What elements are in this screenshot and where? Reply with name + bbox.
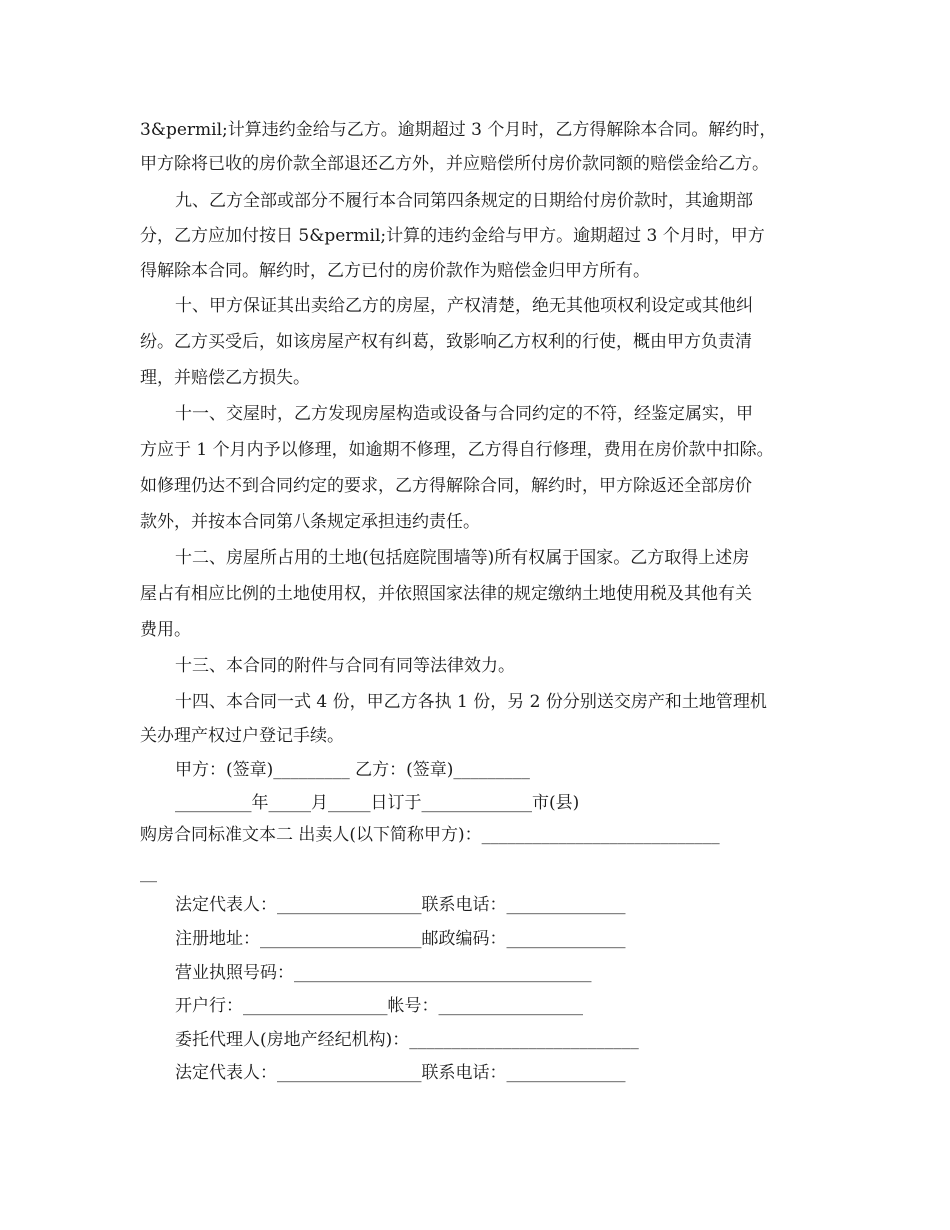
text-line: 纷。乙方买受后，如该房屋产权有纠葛，致影响乙方权利的行使，概由甲方负责清 xyxy=(140,332,752,352)
text-line: 如修理仍达不到合同约定的要求，乙方得解除合同，解约时，甲方除返还全部房价 xyxy=(140,476,752,496)
text-line: 款外，并按本合同第八条规定承担违约责任。 xyxy=(140,512,480,532)
signature-line: 甲方：(签章)_________ 乙方：(签章)_________ xyxy=(175,760,530,780)
text-line: 方应于 1 个月内予以修理，如逾期不修理，乙方得自行修理，费用在房价款中扣除。 xyxy=(140,440,774,460)
text-line: 理，并赔偿乙方损失。 xyxy=(140,368,310,388)
clause-13: 十三、本合同的附件与合同有同等法律效力。 xyxy=(175,656,515,676)
text-line: 得解除本合同。解约时，乙方已付的房价款作为赔偿金归甲方所有。 xyxy=(140,261,650,281)
text-line: 分，乙方应加付按日 5&permil;计算的违约金给与甲方。逾期超过 3 个月时，甲方 xyxy=(140,226,765,246)
text-line: __ xyxy=(140,863,157,883)
text-line: 关办理产权过户登记手续。 xyxy=(140,726,344,746)
clause-11: 十一、交屋时，乙方发现房屋构造或设备与合同约定的不符，经鉴定属实，甲 xyxy=(175,404,753,424)
legal-representative-field: 法定代表人：_________________联系电话：______________ xyxy=(175,1063,626,1083)
date-place-line: _________年_____月_____日订于_____________市(县) xyxy=(175,793,580,813)
registered-address-field: 注册地址：___________________邮政编码：______________ xyxy=(175,929,626,949)
text-line: 费用。 xyxy=(140,620,191,640)
business-license-field: 营业执照号码：___________________________________ xyxy=(175,963,592,983)
text-line: 甲方除将已收的房价款全部退还乙方外，并应赔偿所付房价款同额的赔偿金给乙方。 xyxy=(140,154,769,174)
contract-two-heading: 购房合同标准文本二 出卖人(以下简称甲方)：____________________________ xyxy=(140,825,720,845)
agent-field: 委托代理人(房地产经纪机构)：___________________________ xyxy=(175,1030,639,1050)
bank-account-field: 开户行：_________________帐号：_________________ xyxy=(175,996,583,1016)
legal-representative-field: 法定代表人：_________________联系电话：______________ xyxy=(175,895,626,915)
clause-14: 十四、本合同一式 4 份，甲乙方各执 1 份，另 2 份分别送交房产和土地管理机 xyxy=(175,692,767,712)
text-line: 3&permil;计算违约金给与乙方。逾期超过 3 个月时，乙方得解除本合同。解约时， xyxy=(140,120,777,140)
text-line: 屋占有相应比例的土地使用权，并依照国家法律的规定缴纳土地使用税及其他有关 xyxy=(140,584,752,604)
clause-10: 十、甲方保证其出卖给乙方的房屋，产权清楚，绝无其他项权利设定或其他纠 xyxy=(175,296,753,316)
clause-9: 九、乙方全部或部分不履行本合同第四条规定的日期给付房价款时，其逾期部 xyxy=(175,191,753,211)
clause-12: 十二、房屋所占用的土地(包括庭院围墙等)所有权属于国家。乙方取得上述房 xyxy=(175,548,750,568)
